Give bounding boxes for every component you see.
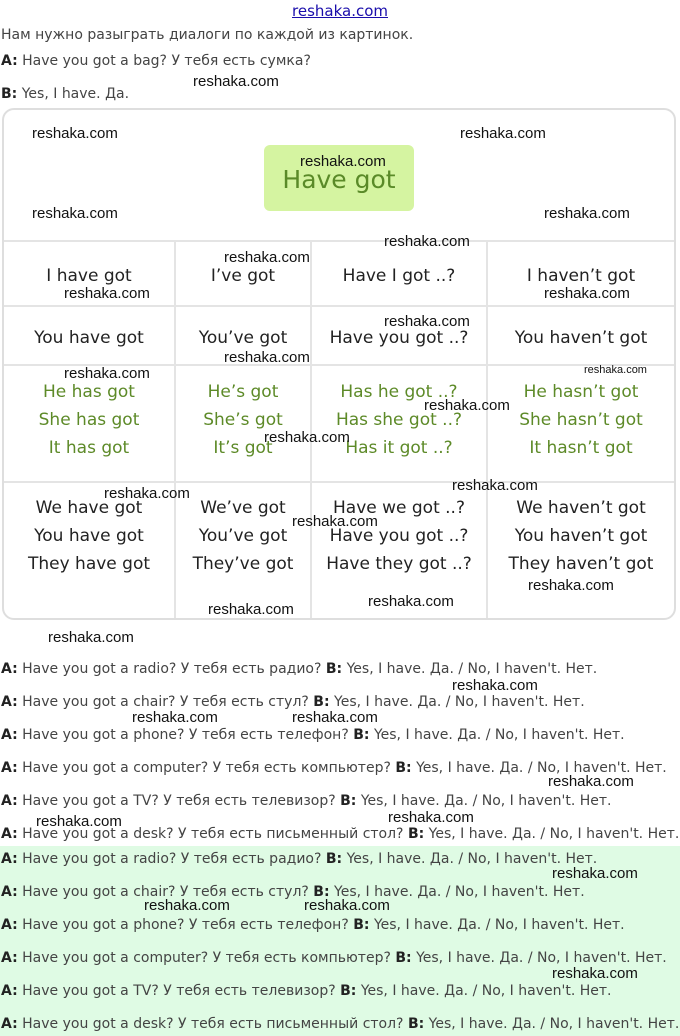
table-cell-line: Have they got ..? [326,554,472,574]
dialogue-line [1,694,585,710]
table-cell-line: You’ve got [198,328,288,348]
dialogue-question: Have you got a computer? У тебя есть компьютер? [17,950,396,966]
intro-text: Нам нужно разыграть диалоги по каждой из картинок. [1,27,414,43]
table-cell-line: It’s got [213,438,273,458]
speaker-a-label: A: [1,983,18,999]
watermark: reshaka.com [193,73,279,90]
intro-answer-text: Yes, I have. Да. [21,86,130,102]
table-cell-line: They’ve got [192,554,294,574]
watermark: reshaka.com [104,485,190,502]
table-cell-line: They haven’t got [508,554,654,574]
table-title: Have got [264,145,414,211]
table-cell [488,378,674,462]
table-cell-line: You have got [34,328,144,348]
dialogue-question: Have you got a phone? У тебя есть телефон? [17,917,354,933]
watermark: reshaka.com [132,709,218,726]
watermark: reshaka.com [64,285,150,302]
table-cell-line: You’ve got [198,526,288,546]
speaker-a-label: A: [1,884,18,900]
table-cell [176,262,310,290]
watermark: reshaka.com [528,577,614,594]
speaker-b-label: B: [325,661,343,677]
dialogue-answer: Yes, I have. Да. / No, I haven't. Нет. [356,983,612,999]
table-cell-line: Have we got ..? [333,498,465,518]
watermark: reshaka.com [300,153,386,170]
intro-question-text: Have you got a bag? У тебя есть сумка? [22,53,311,69]
table-cell-line: It has got [48,438,130,458]
table-cell-line: We’ve got [200,498,286,518]
watermark: reshaka.com [384,233,470,250]
table-cell [488,324,674,352]
site-link[interactable]: reshaka.com [292,2,388,20]
dialogue-answer: Yes, I have. Да. / No, I haven't. Нет. [342,851,598,867]
speaker-b-label: B: [395,760,412,776]
dialogue-line [1,727,625,743]
dialogue-highlight-line [1,950,667,966]
table-cell-line: Has he got ..? [340,382,458,402]
speaker-a-label: A: [1,950,18,966]
table-cell-line: He has got [43,382,135,402]
table-cell-line: She’s got [203,410,283,430]
dialogue-answer: Yes, I have. Да. / No, I haven't. Нет. [369,917,625,933]
watermark: reshaka.com [292,709,378,726]
speaker-b-label: B: [340,793,357,809]
table-divider [4,305,674,307]
dialogue-line [1,661,597,677]
dialogue-highlight-line [1,1016,679,1032]
speaker-b-label: B: [353,727,370,743]
table-cell-line: I’ve got [210,266,276,286]
dialogue-answer: Yes, I have. Да. / No, I haven't. Нет. [411,760,667,776]
watermark: reshaka.com [304,897,390,914]
speaker-a-label: A: [1,793,18,809]
dialogue-answer: Yes, I have. Да. / No, I haven't. Нет. [329,884,585,900]
speaker-a-label: A: [1,661,18,677]
dialogue-question: Have you got a chair? У тебя есть стул? [17,694,314,710]
table-cell [312,494,486,578]
table-cell-line: I have got [46,266,132,286]
watermark: reshaka.com [452,677,538,694]
watermark: reshaka.com [36,813,122,830]
watermark: reshaka.com [208,601,294,618]
table-cell [176,494,310,578]
dialogue-question: Have you got a radio? У тебя есть радио? [17,661,326,677]
watermark: reshaka.com [548,773,634,790]
watermark: reshaka.com [264,429,350,446]
table-cell-line: She has got [38,410,140,430]
dialogue-highlight-line [1,983,611,999]
watermark: reshaka.com [64,365,150,382]
table-cell [176,378,310,462]
speaker-a-label: A: [1,760,18,776]
speaker-a-label: A: [1,917,18,933]
speaker-a-label: A: [1,727,18,743]
dialogue-highlight-line [1,851,597,867]
watermark: reshaka.com [552,865,638,882]
speaker-b-label: B: [313,884,330,900]
speaker-b-label: B: [407,826,425,842]
dialogue-answer: Yes, I have. Да. / No, I haven't. Нет. [369,727,625,743]
speaker-a-label: A: [1,826,18,842]
speaker-b-label: B: [313,694,330,710]
table-cell-line: You have got [34,526,144,546]
watermark: reshaka.com [368,593,454,610]
speaker-a-label: A: [1,851,18,867]
dialogue-highlight-line [1,884,585,900]
speaker-b-label: B: [407,1016,425,1032]
speaker-a-label: A: [1,53,18,69]
dialogue-question: Have you got a chair? У тебя есть стул? [17,884,314,900]
dialogue-highlight-line [1,917,625,933]
dialogue-answer: Yes, I have. Да. / No, I haven't. Нет. [424,1016,680,1032]
watermark: reshaka.com [48,629,134,646]
watermark: reshaka.com [292,513,378,530]
watermark: reshaka.com [552,965,638,982]
watermark: reshaka.com [144,897,230,914]
table-cell-line: Have you got ..? [329,328,469,348]
table-cell-line: You haven’t got [514,526,648,546]
table-cell-line: We haven’t got [516,498,646,518]
watermark: reshaka.com [544,205,630,222]
table-cell-line: You haven’t got [514,328,648,348]
watermark: reshaka.com [224,349,310,366]
table-cell-line: Have I got ..? [342,266,456,286]
speaker-a-label: A: [1,694,18,710]
watermark: reshaka.com [452,477,538,494]
table-cell [4,378,174,462]
intro-answer [1,86,129,102]
dialogue-question: Have you got a desk? У тебя есть письменный стол? [17,826,408,842]
dialogue-question: Have you got a radio? У тебя есть радио? [17,851,326,867]
dialogue-question: Have you got a computer? У тебя есть компьютер? [17,760,396,776]
dialogue-answer: Yes, I have. Да. / No, I haven't. Нет. [424,826,680,842]
speaker-b-label: B: [395,950,412,966]
watermark: reshaka.com [32,205,118,222]
table-cell-line: I haven’t got [526,266,636,286]
table-cell-line: Has she got ..? [335,410,463,430]
table-divider [4,481,674,483]
dialogue-answer: Yes, I have. Да. / No, I haven't. Нет. [342,661,598,677]
speaker-b-label: B: [340,983,357,999]
watermark: reshaka.com [32,125,118,142]
dialogue-question: Have you got a TV? У тебя есть телевизор? [17,983,341,999]
table-cell-line: She hasn’t got [519,410,643,430]
table-cell [488,494,674,578]
dialogue-question: Have you got a TV? У тебя есть телевизор? [17,793,341,809]
dialogue-answer: Yes, I have. Да. / No, I haven't. Нет. [356,793,612,809]
table-divider [4,240,674,242]
table-cell [176,324,310,352]
table-cell-line: Has it got ..? [345,438,453,458]
table-cell [312,262,486,290]
table-cell-line: He hasn’t got [523,382,639,402]
table-cell [4,494,174,578]
dialogue-answer: Yes, I have. Да. / No, I haven't. Нет. [411,950,667,966]
watermark: reshaka.com [224,249,310,266]
table-cell-line: They have got [27,554,151,574]
table-cell-line: It hasn’t got [529,438,633,458]
dialogue-question: Have you got a desk? У тебя есть письменный стол? [17,1016,408,1032]
table-cell-line: We have got [35,498,143,518]
watermark: reshaka.com [544,285,630,302]
intro-question [1,53,311,69]
watermark: reshaka.com [424,397,510,414]
watermark: reshaka.com [584,364,647,376]
table-cell [312,378,486,462]
watermark: reshaka.com [388,809,474,826]
watermark: reshaka.com [384,313,470,330]
speaker-b-label: B: [353,917,370,933]
speaker-b-label: B: [1,86,18,102]
table-cell-line: He’s got [207,382,279,402]
table-cell-line: Have you got ..? [329,526,469,546]
dialogue-line [1,793,611,809]
table-cell [4,324,174,352]
dialogue-question: Have you got a phone? У тебя есть телефон? [17,727,354,743]
speaker-a-label: A: [1,1016,18,1032]
speaker-b-label: B: [325,851,343,867]
watermark: reshaka.com [460,125,546,142]
dialogue-answer: Yes, I have. Да. / No, I haven't. Нет. [329,694,585,710]
